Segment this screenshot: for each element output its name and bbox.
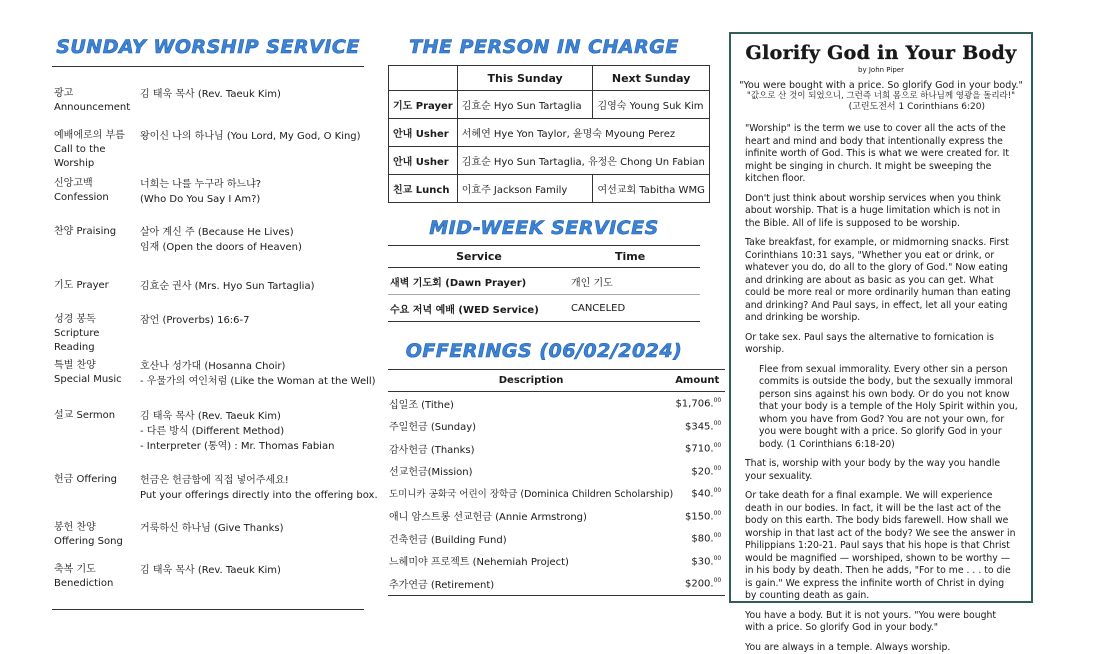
- article-paragraph: "Worship" is the term we use to cover all the acts of the heart and mind and body that intentionally express the infinite worth of God. This is what we were created for. It might be singing in church. It might be sweeping the kitchen floor.: [745, 123, 1018, 186]
- charge-header-next: Next Sunday: [593, 66, 709, 91]
- article-body: [731, 123, 1031, 654]
- charge-role: 안내 Usher: [389, 147, 458, 175]
- item-line: - Interpreter (통역) : Mr. Thomas Fabian: [140, 439, 364, 454]
- offering-row: [388, 392, 725, 415]
- middle-column: [388, 0, 700, 596]
- midweek-row: [388, 268, 700, 295]
- item-line: 헌금은 헌금함에 직접 넣어주세요!: [140, 473, 364, 488]
- item-en: Offering Song: [54, 535, 140, 549]
- offering-row: [388, 437, 725, 460]
- charge-row: [389, 119, 710, 147]
- midweek-service: 새벽 기도회 (Dawn Prayer): [388, 268, 570, 295]
- item-ko: 찬양 Praising: [54, 225, 140, 239]
- offering-cents: 00: [714, 577, 722, 584]
- item-line: 김 태욱 목사 (Rev. Taeuk Kim): [140, 87, 364, 102]
- offering-amount: $40.: [691, 488, 713, 499]
- article-paragraph: Or take sex. Paul says the alternative to fornication is worship.: [745, 332, 1018, 357]
- item-ko: 기도 Prayer: [54, 279, 140, 293]
- offering-desc: 선교헌금(Mission): [388, 460, 674, 483]
- item-en: Special Music: [54, 373, 140, 387]
- offering-cents: 00: [714, 532, 722, 539]
- midweek-header-service: Service: [388, 246, 570, 268]
- offering-row: [388, 527, 725, 550]
- charge-role: 친교 Lunch: [389, 175, 458, 203]
- charge-this: 이효주 Jackson Family: [457, 175, 593, 203]
- item-en: Confession: [54, 191, 140, 205]
- charge-next: 여선교회 Tabitha WMG: [593, 175, 709, 203]
- item-ko: 성경 봉독: [54, 313, 140, 327]
- item-line: 임재 (Open the doors of Heaven): [140, 240, 364, 255]
- article-paragraph: You have a body. But it is not yours. "You were bought with a price. So glorify God in your body.": [745, 610, 1018, 635]
- offering-cents: 00: [714, 397, 722, 404]
- epigraph-line: "You were bought with a price. So glorify God in your body.": [739, 80, 1023, 91]
- item-ko: 광고: [54, 87, 140, 101]
- offering-desc: 추가연금 (Retirement): [388, 572, 674, 595]
- offering-amount: $20.: [691, 466, 713, 477]
- offering-desc: 느헤미야 프로젝트 (Nehemiah Project): [388, 550, 674, 573]
- offering-amount: $80.: [691, 533, 713, 544]
- item-line: 김효순 권사 (Mrs. Hyo Sun Tartaglia): [140, 279, 364, 294]
- midweek-title: MID-WEEK SERVICES: [388, 217, 700, 241]
- item-ko: 설교 Sermon: [54, 409, 140, 423]
- item-line: 호산나 성가대 (Hosanna Choir): [140, 359, 364, 374]
- offering-cents: 00: [714, 510, 722, 517]
- midweek-row: [388, 295, 700, 322]
- worship-column: [52, 0, 364, 610]
- offering-desc: 건축헌금 (Building Fund): [388, 527, 674, 550]
- charge-next: 김영숙 Young Suk Kim: [593, 91, 709, 119]
- offering-cents: 00: [714, 465, 722, 472]
- article-paragraph: You are always in a temple. Always worship.: [745, 642, 1018, 654]
- offering-cents: 00: [714, 442, 722, 449]
- offering-cents: 00: [714, 487, 722, 494]
- charge-row: [389, 175, 710, 203]
- item-ko: 축복 기도: [54, 563, 140, 577]
- item-line: 살아 계신 주 (Because He Lives): [140, 225, 364, 240]
- offering-row: [388, 572, 725, 595]
- offering-amount: $1,706.: [675, 398, 713, 409]
- item-line: 잠언 (Proverbs) 16:6-7: [140, 313, 364, 328]
- midweek-time: 개인 기도: [570, 268, 700, 295]
- charge-row: [389, 91, 710, 119]
- article-paragraph: That is, worship with your body by the way you handle your sexuality.: [745, 458, 1018, 483]
- article-paragraph: Take breakfast, for example, or midmorning snacks. First Corinthians 10:31 says, "Whether you eat or drink, or whatever you do, do all to the glory of God." Now eating and drinking are about as basic as you can get. What could be more real or more ordinarily human than eating and drinking? And Paul says, in effect, let all your eating and drinking be worship.: [745, 237, 1018, 325]
- article-paragraph: Don't just think about worship services when you think about worship. That is a huge limitation which is not in the Bible. All of life is supposed to be worship.: [745, 193, 1018, 231]
- offering-desc: 십일조 (Tithe): [388, 392, 674, 415]
- worship-order: [52, 67, 364, 609]
- offerings-header-desc: Description: [388, 370, 674, 392]
- item-line: - 우물가의 여인처럼 (Like the Woman at the Well): [140, 374, 364, 389]
- offering-desc: 애니 암스트롱 선교헌금 (Annie Armstrong): [388, 505, 674, 528]
- item-en: Benediction: [54, 577, 140, 591]
- offering-amount: $30.: [691, 556, 713, 567]
- offering-desc: 도미니카 공화국 어린이 장학금 (Dominica Children Scholarship): [388, 482, 674, 505]
- item-ko: 특별 찬양: [54, 359, 140, 373]
- charge-this: 김효순 Hyo Sun Tartaglia: [457, 91, 593, 119]
- article-box: [729, 32, 1033, 603]
- offering-row: [388, 415, 725, 438]
- article-byline: by John Piper: [731, 66, 1031, 74]
- item-en: Announcement: [54, 101, 140, 115]
- article-epigraph: [731, 80, 1031, 113]
- item-ko: 신앙고백: [54, 177, 140, 191]
- epigraph-line: "값으로 산 것이 되었으니, 그런즉 너희 몸으로 하나님께 영광을 돌리라!": [739, 91, 1023, 102]
- item-line: (Who Do You Say I Am?): [140, 192, 364, 207]
- article-quote: Flee from sexual immorality. Every other sin a person commits is outside the body, but the sexually immoral person sins against his own body. Or do you not know that your body is a temple of the Holy Spirit within you, whom you have from God? You are not your own, for you were bought with a price. So glorify God in your body. (1 Corinthians 6:18-20): [745, 364, 1018, 452]
- offerings-title: OFFERINGS (06/02/2024): [388, 340, 700, 364]
- item-ko: 예배에로의 부름: [54, 129, 140, 143]
- epigraph-ref: (고린도전서 1 Corinthians 6:20): [739, 102, 1023, 113]
- item-line: 김 태욱 목사 (Rev. Taeuk Kim): [140, 409, 364, 424]
- offerings-header-amount: Amount: [674, 370, 725, 392]
- charge-row: [389, 147, 710, 175]
- item-en: Scripture Reading: [54, 327, 140, 355]
- charge-this: 서혜연 Hye Yon Taylor, 윤명숙 Myoung Perez: [457, 119, 709, 147]
- item-line: - 다른 방식 (Different Method): [140, 424, 364, 439]
- charge-role: 안내 Usher: [389, 119, 458, 147]
- offerings-table: [388, 369, 725, 596]
- offering-row: [388, 460, 725, 483]
- item-line: 너희는 나를 누구라 하느냐?: [140, 177, 364, 192]
- article-paragraph: Or take death for a final example. We will experience death in our bodies. In fact, it will be the last act of the body on this earth. The body bids farewell. How shall we worship in that last act of the body? We see the answer in Philippians 1:20-21. Paul says that his hope is that Christ would be magnified — worshiped, shown to be worthy — in his body by death. Then he adds, "For to me . . . to die is gain." We express the infinite worth of Christ in dying by counting death as gain.: [745, 490, 1018, 603]
- item-line: 왕이신 나의 하나님 (You Lord, My God, O King): [140, 129, 364, 144]
- offering-row: [388, 505, 725, 528]
- offering-amount: $150.: [685, 511, 714, 522]
- midweek-time: CANCELED: [570, 295, 700, 322]
- offering-amount: $200.: [685, 578, 714, 589]
- charge-title: THE PERSON IN CHARGE: [388, 36, 700, 60]
- midweek-header-time: Time: [570, 246, 700, 268]
- item-line: 김 태욱 목사 (Rev. Taeuk Kim): [140, 563, 364, 578]
- offering-desc: 주일헌금 (Sunday): [388, 415, 674, 438]
- offering-desc: 감사헌금 (Thanks): [388, 437, 674, 460]
- offering-row: [388, 482, 725, 505]
- midweek-service: 수요 저녁 예배 (WED Service): [388, 295, 570, 322]
- offering-row: [388, 550, 725, 573]
- bottom-divider: [52, 609, 364, 610]
- worship-title: SUNDAY WORSHIP SERVICE: [52, 36, 364, 60]
- item-line: 거룩하신 하나님 (Give Thanks): [140, 521, 364, 536]
- charge-header-this: This Sunday: [457, 66, 593, 91]
- midweek-table: [388, 245, 700, 322]
- item-ko: 봉헌 찬양: [54, 521, 140, 535]
- item-ko: 헌금 Offering: [54, 473, 140, 487]
- charge-role: 기도 Prayer: [389, 91, 458, 119]
- offering-amount: $345.: [685, 421, 714, 432]
- item-line: Put your offerings directly into the offering box.: [140, 488, 364, 503]
- offering-cents: 00: [714, 555, 722, 562]
- offering-amount: $710.: [685, 443, 714, 454]
- item-en: Call to the Worship: [54, 143, 140, 171]
- offering-cents: 00: [714, 420, 722, 427]
- charge-this: 김효순 Hyo Sun Tartaglia, 유정은 Chong Un Fabian: [457, 147, 709, 175]
- charge-table: [388, 65, 710, 203]
- article-title: Glorify God in Your Body: [731, 42, 1031, 64]
